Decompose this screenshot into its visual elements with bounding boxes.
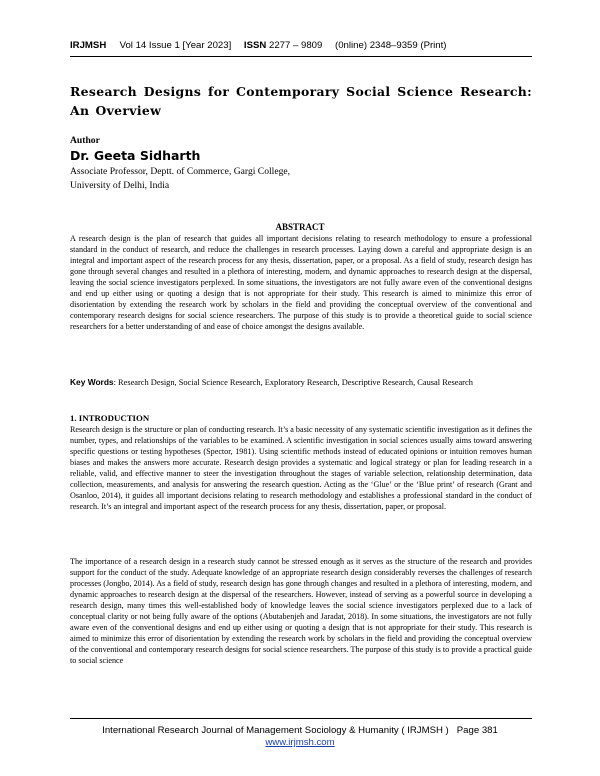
abstract-heading: ABSTRACT bbox=[275, 222, 325, 232]
intro-paragraph-2: The importance of a research design in a research study cannot be stressed enough as it serves as the structure of the research and provides support for the conduct of the study. Adequate knowledge of an appropriate research design considerably reverses the challenges of research processes (Jongbo, 2014). As a field of study, research design has gone through changes and resulted in a plethora of interesting, modern, and dynamic approaches to research design at the dispersal of the researchers. However, instead of serving as a powerful source in developing a research design, many times this well-established body of knowledge leaves the social science investigators perplexed due to a lack of conceptual clarity or not being fully aware of the options (Abutabenjeh and Jaradat, 2018). In some situations, the investigators are not fully aware even of the conventional designs and end up either using or quoting a design that is not appropriate for their study. This research is aimed to minimize this error of disorientation by extending the research work by scholars in the field and providing the conceptual overview of the conventional and contemporary research designs for social science researchers. The purpose of this study is to provide a practical guide to social science bbox=[70, 557, 532, 666]
intro-paragraph-1: Research design is the structure or plan of conducting research. It’s a basic necessity of any systematic scientific investigation as it defines the number, types, and relationships of the variables to be examined. A scientific investigation in social sciences usually aims toward answering specific questions or testing hypotheses (Spector, 1981). Using scientific methods instead of educated opinions or intuition removes human biases and makes the answers more accurate. Research design provides a systematic and logical strategy or plan for leading research in a reliable, valid, and effective manner to steer the investigation throughout the stages of variable selection, relationship determination, data collection, measurements, and analysis for answering the research question. Acting as the ‘Glue’ or the ‘Blue print’ of research (Grant and Osanloo, 2014), it guides all important decisions relating to research methodology and establishes a professional standard in the conduct of research. It’s an integral and important aspect of the research process for any thesis, dissertation, paper, or proposal. bbox=[70, 425, 532, 512]
journal-website-link[interactable] bbox=[0, 737, 600, 748]
journal-footer bbox=[0, 725, 600, 736]
footer-rule bbox=[70, 718, 532, 719]
footer-journal-name: International Research Journal of Management Sociology & Humanity ( IRJMSH ) bbox=[102, 725, 449, 736]
header-rule bbox=[70, 56, 532, 57]
author-label: Author bbox=[70, 135, 100, 146]
keywords bbox=[70, 377, 532, 388]
journal-abbrev: IRJMSH bbox=[70, 40, 107, 51]
issn-print: 2277 – 9809 bbox=[269, 40, 323, 51]
issn-online: (0nline) 2348–9359 (Print) bbox=[335, 40, 447, 51]
journal-header bbox=[70, 40, 532, 51]
author-affiliation-line1: Associate Professor, Deptt. of Commerce, Gargi College, bbox=[70, 166, 291, 177]
author-name: Dr. Geeta Sidharth bbox=[70, 148, 201, 163]
page-number: Page 381 bbox=[456, 725, 498, 736]
keywords-label: Key Words bbox=[70, 377, 114, 387]
section-heading-introduction: 1. INTRODUCTION bbox=[70, 413, 150, 423]
abstract-text: A research design is the plan of research that guides all important decisions relating to research methodology to ensure a professional standard in the conduct of research, and reduce the challenges in research processes. Laying down a careful and appropriate design is an integral and important aspect of the research process for any thesis, dissertation, paper, or a proposal. As a field of study, research design has gone through several changes and resulted in a plethora of interesting, modern, and dynamic approaches to research design at the dispersal, leaving the social science investigators perplexed. In some situations, the investigators are not fully aware even of the conventional designs and end up either using or quoting a design that is not appropriate for their study. This research is aimed to minimize this error of disorientation by extending the research work by scholars in the field and providing the conceptual overview of the conventional and contemporary research designs for social science researchers. The purpose of this study is to provide a theoretical guide to social science researchers for a better understanding of and ease of choice amongst the designs available. bbox=[70, 234, 532, 332]
journal-url[interactable]: www.irjmsh.com bbox=[265, 737, 335, 748]
author-affiliation-line2: University of Delhi, India bbox=[70, 180, 170, 191]
paper-title: Research Designs for Contemporary Social Science Research: An Overview bbox=[70, 84, 532, 118]
issn-label: ISSN bbox=[243, 40, 267, 51]
keywords-text: : Research Design, Social Science Research, Exploratory Research, Descriptive Research, Causal Research bbox=[113, 378, 473, 387]
volume-info: Vol 14 Issue 1 [Year 2023] bbox=[119, 40, 232, 51]
